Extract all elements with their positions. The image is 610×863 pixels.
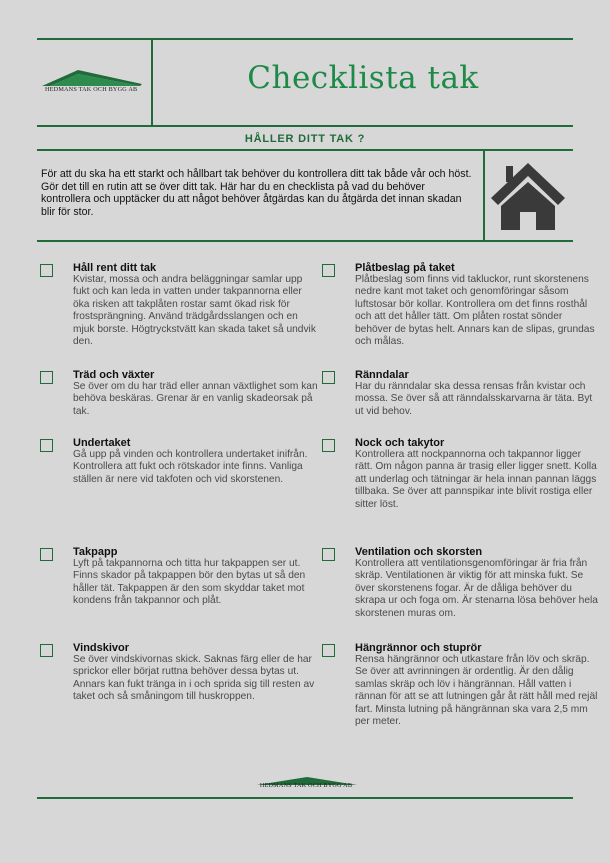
checkbox[interactable]: [40, 371, 53, 384]
footer-rule: [37, 797, 573, 799]
page-subtitle: HÅLLER DITT TAK ?: [244, 133, 366, 145]
house-icon: [491, 160, 565, 232]
checkbox[interactable]: [322, 439, 335, 452]
checkbox[interactable]: [40, 264, 53, 277]
checkbox[interactable]: [40, 644, 53, 657]
top-rule: [37, 38, 573, 40]
checkbox[interactable]: [322, 371, 335, 384]
checkbox[interactable]: [40, 439, 53, 452]
check-item-title: Undertaket: [73, 437, 131, 449]
footer-company-name: HEDMANS TAK OCH BYGG AB: [259, 782, 353, 789]
page-title: Checklista tak: [247, 60, 479, 96]
company-name: HEDMANS TAK OCH BYGG AB: [45, 86, 138, 93]
check-item-description: Lyft på takpannorna och titta hur takpappen ser ut. Finns skador på takpappen bör den bytas ut så den håller tät. Takpappen är den som skyddar taket mot kondens från takpannor och plåt.: [73, 558, 306, 607]
intro-text: För att du ska ha ett starkt och hållbart tak behöver du kontrollera ditt tak både vår och höst. Gör det till en rutin att se över ditt tak. Här har du en checklista på vad du behöver kontrollera och upptäcker du att något behöver åtgärdas kan du åtgärda det innan skadan blir för stor.: [41, 168, 472, 218]
checkbox[interactable]: [322, 548, 335, 561]
check-item-description: Kontrollera att nockpannorna och takpannor ligger rätt. Om någon panna är trasig eller ligger snett. Kolla att underlag och tätningar är hela innan pannan läggs tillbaka. Se över att pannspikar inte blivit rostiga eller sitter löst.: [355, 449, 597, 510]
check-item-description: Gå upp på vinden och kontrollera undertaket inifrån. Kontrollera att fukt och rötskador inte finns. Vanliga ställen är nere vid takfoten och vid skorstenen.: [73, 449, 308, 485]
check-item-title: Takpapp: [73, 546, 118, 558]
intro-divider: [483, 149, 485, 241]
checkbox[interactable]: [322, 264, 335, 277]
check-item-title: Hängrännor och stuprör: [355, 642, 482, 654]
check-item-description: Kvistar, mossa och andra beläggningar samlar upp fukt och kan leda in vatten under takpannorna eller öka risken att takplåten rostar samt ökad risk för frostsprängning. Använd trädgårdsslangen och en mjuk borste. Högtryckstvätt kan skada taket så undvik den.: [73, 274, 316, 348]
subtitle-rule: [37, 149, 573, 151]
check-item-title: Nock och takytor: [355, 437, 445, 449]
check-item-title: Träd och växter: [73, 369, 155, 381]
check-item-title: Plåtbeslag på taket: [355, 262, 455, 274]
intro-rule: [37, 240, 573, 242]
check-item-description: Plåtbeslag som finns vid takluckor, runt skorstenens nedre kant mot taket och genomföringar såsom luftstosar bör kollar. Kontrollera om det finns rosthål och att det håller tätt. Om plåten rostat sönder behöver de bytas helt. Annars kan de slipas, grundas och målas.: [355, 274, 595, 348]
check-item-title: Ränndalar: [355, 369, 409, 381]
check-item-title: Vindskivor: [73, 642, 130, 654]
check-item-description: Kontrollera att ventilationsgenomföringar är fria från skräp. Ventilationen är viktig för att minska fukt. Se över skorstenens fogar. Är de dåliga behöver du skrapa ur och foga om. Är stenarna lösa behöver hela skorstenen muras om.: [355, 558, 598, 619]
checkbox[interactable]: [322, 644, 335, 657]
header-rule: [37, 125, 573, 127]
check-item-description: Har du ränndalar ska dessa rensas från kvistar och mossa. Se över så att ränndalsskarvarna är täta. Byt ut vid behov.: [355, 381, 593, 417]
check-item-title: Håll rent ditt tak: [73, 262, 157, 274]
checkbox[interactable]: [40, 548, 53, 561]
check-item-description: Se över om du har träd eller annan växtlighet som kan behöva beskäras. Grenar är en vanlig skadeorsak på tak.: [73, 381, 318, 417]
check-item-description: Rensa hängrännor och utkastare från löv och skräp. Se över att avrinningen är ordentlig. Är den dålig samlas skräp och löv i hängrännan. Håll vatten i rännan för att se att lutningen går åt rätt håll med rejäl fart. Minsta lutning på hängrännan ska vara 2,5 mm per meter.: [355, 654, 598, 728]
check-item-title: Ventilation och skorsten: [355, 546, 483, 558]
check-item-description: Se över vindskivornas skick. Saknas färg eller de har sprickor eller börjat ruttna behöver dessa bytas ut. Annars kan fukt tränga in i och sprida sig till resten av taket och så småningom till huskroppen.: [73, 654, 315, 703]
